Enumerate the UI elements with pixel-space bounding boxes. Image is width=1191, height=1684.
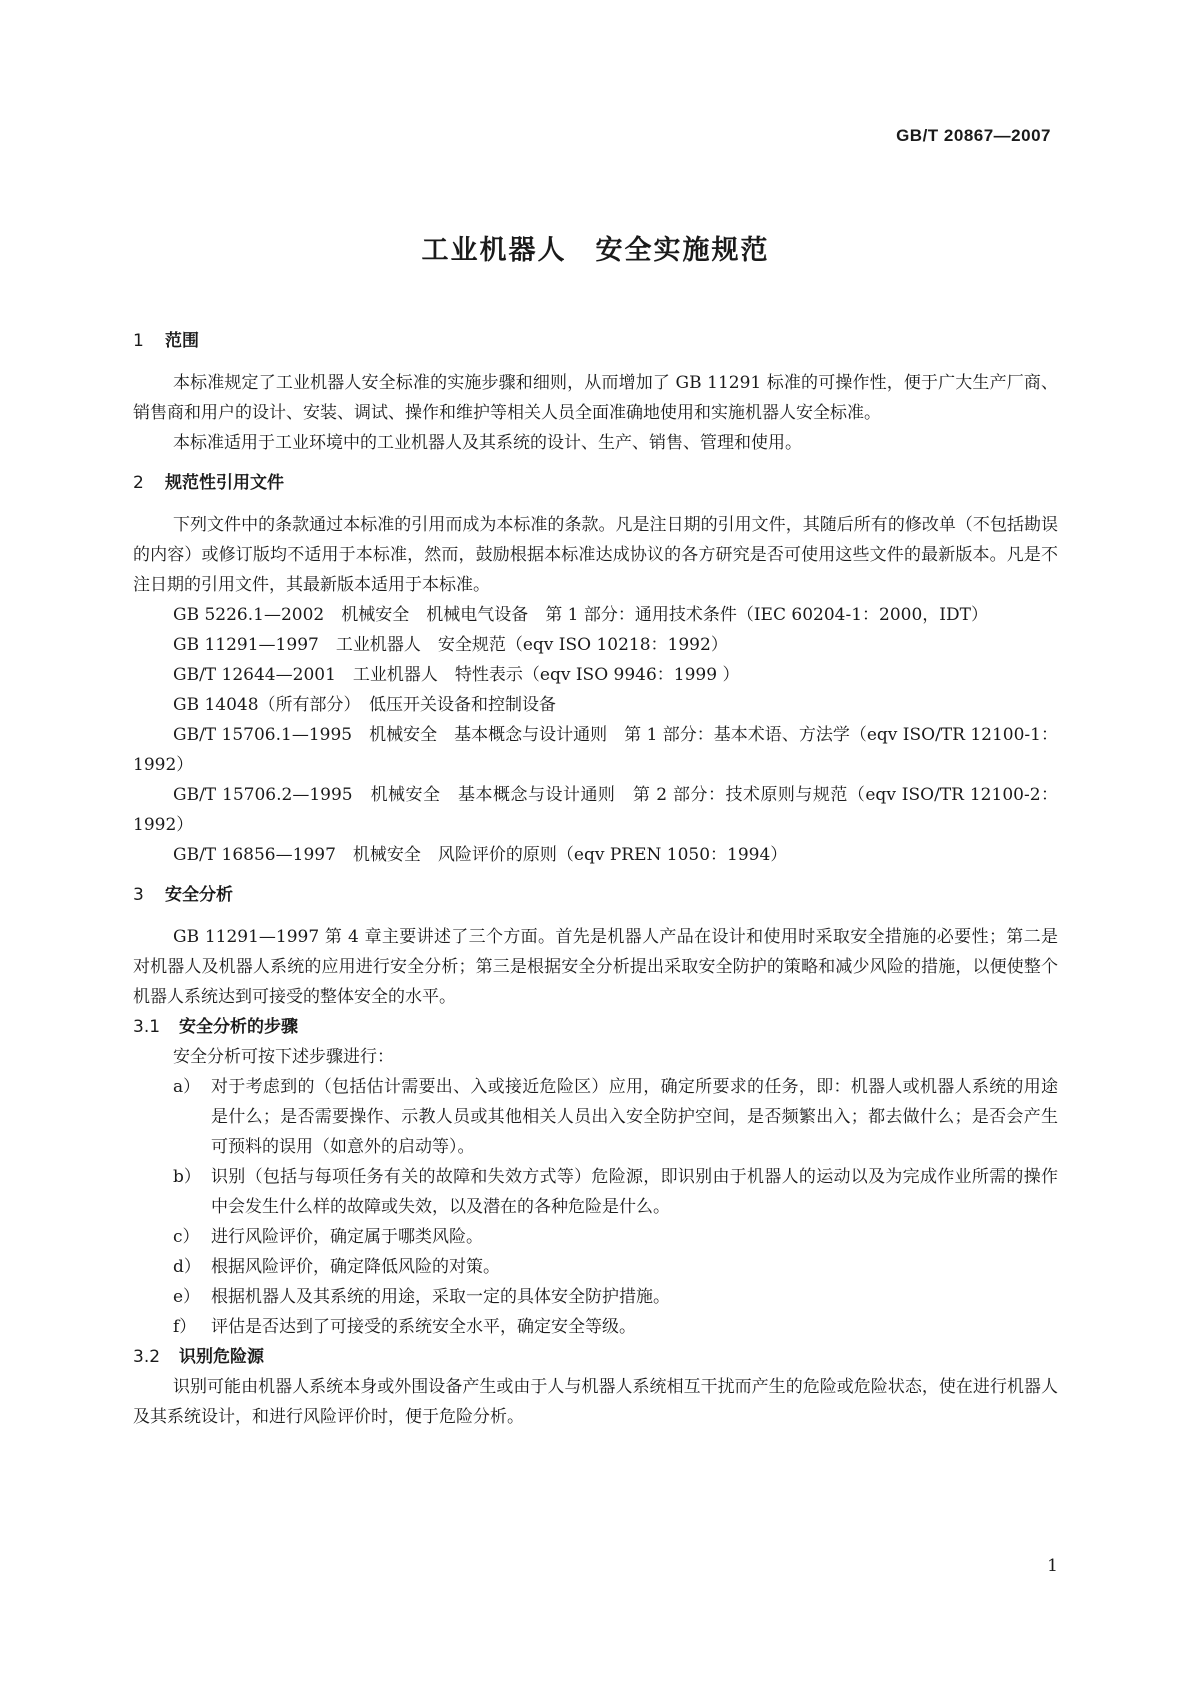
document-body	[133, 326, 1058, 1432]
list-item	[133, 1252, 1058, 1282]
paragraph: 识别可能由机器人系统本身或外围设备产生或由于人与机器人系统相互干扰而产生的危险或危险状态，使在进行机器人及其系统设计，和进行风险评价时，便于危险分析。	[133, 1377, 1058, 1427]
list-text: 识别（包括与每项任务有关的故障和失效方式等）危险源，即识别由于机器人的运动以及为完成作业所需的操作中会发生什么样的故障或失效，以及潜在的各种危险是什么。	[211, 1167, 1058, 1217]
standard-code: GB/T 20867—2007	[896, 126, 1051, 145]
section-2-heading	[133, 468, 1058, 498]
paragraph: 下列文件中的条款通过本标准的引用而成为本标准的条款。凡是注日期的引用文件，其随后所有的修改单（不包括勘误的内容）或修订版均不适用于本标准，然而，鼓励根据本标准达成协议的各方研究是否可使用这些文件的最新版本。凡是不注日期的引用文件，其最新版本适用于本标准。	[133, 515, 1058, 595]
section-title: 安全分析	[165, 885, 233, 905]
subsection-title: 安全分析的步骤	[179, 1017, 298, 1037]
list-item	[133, 1072, 1058, 1162]
subsection-number: 3.1	[133, 1017, 161, 1037]
list-marker: c）	[173, 1227, 200, 1247]
subsection-number: 3.2	[133, 1347, 161, 1367]
list-marker: f）	[173, 1317, 197, 1337]
paragraph: 本标准适用于工业环境中的工业机器人及其系统的设计、生产、销售、管理和使用。	[173, 433, 802, 453]
reference-item: GB 11291—1997 工业机器人 安全规范（eqv ISO 10218：1992）	[173, 635, 728, 655]
list-item	[133, 1312, 1058, 1342]
reference-item: GB 14048（所有部分） 低压开关设备和控制设备	[173, 695, 557, 715]
section-title: 范围	[165, 331, 199, 351]
section-title: 规范性引用文件	[165, 473, 284, 493]
list-item	[133, 1282, 1058, 1312]
page-number: 1	[1047, 1556, 1058, 1576]
reference-item: GB/T 15706.1—1995 机械安全 基本概念与设计通则 第 1 部分：基本术语、方法学（eqv ISO/TR 12100-1：1992）	[133, 725, 1058, 775]
reference-item: GB 5226.1—2002 机械安全 机械电气设备 第 1 部分：通用技术条件（IEC 60204-1：2000，IDT）	[173, 605, 988, 625]
subsection-3-2-heading	[133, 1342, 1058, 1372]
subsection-title: 识别危险源	[179, 1347, 264, 1367]
subsection-3-1-heading	[133, 1012, 1058, 1042]
list-item	[133, 1222, 1058, 1252]
paragraph: GB 11291—1997 第 4 章主要讲述了三个方面。首先是机器人产品在设计和使用时采取安全措施的必要性；第二是对机器人及机器人系统的应用进行安全分析；第三是根据安全分析提出采取安全防护的策略和减少风险的措施，以便使整个机器人系统达到可接受的整体安全的水平。	[133, 927, 1058, 1007]
section-3-heading	[133, 880, 1058, 910]
reference-item: GB/T 12644—2001 工业机器人 特性表示（eqv ISO 9946：1999 ）	[173, 665, 740, 685]
list-marker: d）	[173, 1257, 201, 1277]
document-title: 工业机器人 安全实施规范	[421, 235, 770, 266]
reference-item: GB/T 16856—1997 机械安全 风险评价的原则（eqv PREN 1050：1994）	[173, 845, 788, 865]
section-number: 3	[133, 885, 144, 905]
paragraph: 安全分析可按下述步骤进行：	[173, 1047, 394, 1067]
list-marker: e）	[173, 1287, 201, 1307]
list-text: 评估是否达到了可接受的系统安全水平，确定安全等级。	[211, 1317, 636, 1337]
section-1-heading	[133, 326, 1058, 356]
list-marker: a）	[173, 1077, 201, 1097]
section-number: 2	[133, 473, 144, 493]
list-text: 进行风险评价，确定属于哪类风险。	[211, 1227, 483, 1247]
list-text: 根据机器人及其系统的用途，采取一定的具体安全防护措施。	[211, 1287, 670, 1307]
reference-item: GB/T 15706.2—1995 机械安全 基本概念与设计通则 第 2 部分：技术原则与规范（eqv ISO/TR 12100-2：1992）	[133, 785, 1058, 835]
list-text: 根据风险评价，确定降低风险的对策。	[211, 1257, 500, 1277]
list-marker: b）	[173, 1167, 201, 1187]
paragraph: 本标准规定了工业机器人安全标准的实施步骤和细则，从而增加了 GB 11291 标准的可操作性，便于广大生产厂商、销售商和用户的设计、安装、调试、操作和维护等相关人员全面准确地使用和实施机器人安全标准。	[133, 373, 1058, 423]
list-text: 对于考虑到的（包括估计需要出、入或接近危险区）应用，确定所要求的任务，即：机器人或机器人系统的用途是什么；是否需要操作、示教人员或其他相关人员出入安全防护空间，是否频繁出入；都去做什么；是否会产生可预料的误用（如意外的启动等）。	[211, 1077, 1058, 1157]
list-item	[133, 1162, 1058, 1222]
section-number: 1	[133, 331, 144, 351]
